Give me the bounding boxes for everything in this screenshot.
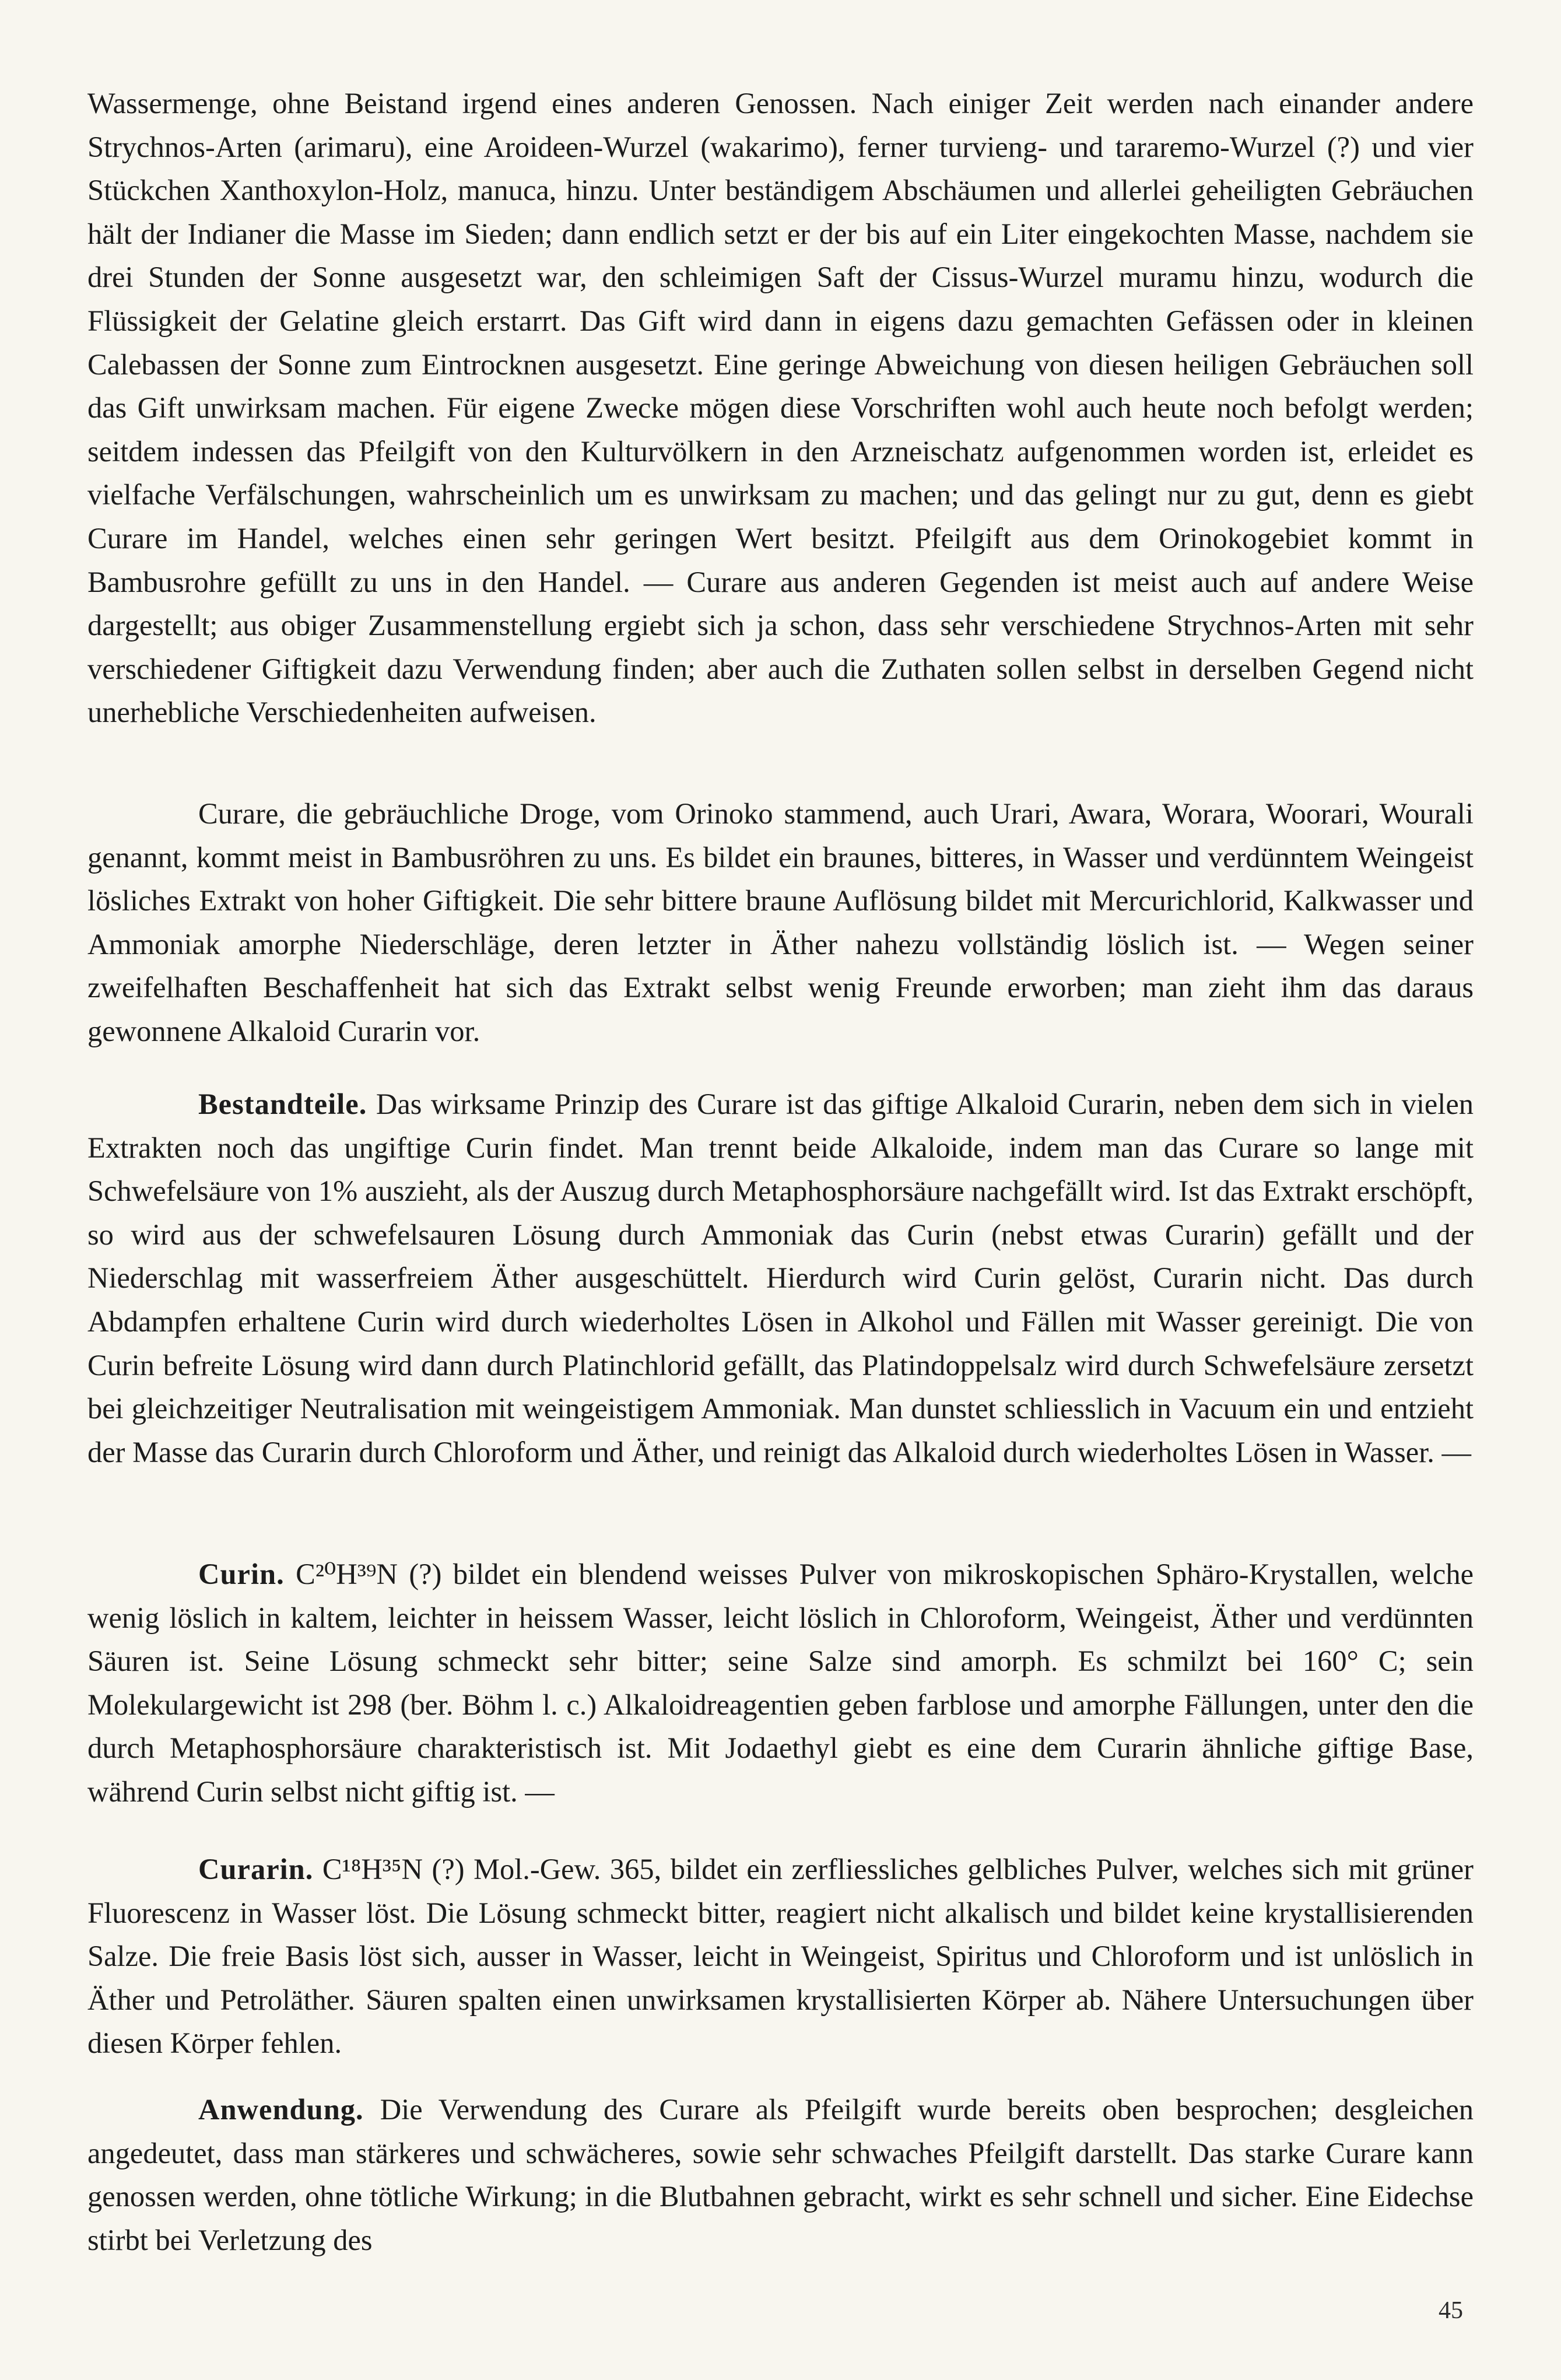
section-text: Das wirksame Prinzip des Curare ist das giftige Alkaloid Curarin, neben dem sich in vielen Extrakten noch das ungiftige Curin findet. Man trennt beide Alkaloide, indem man das Curare so lange mit Schwefelsäure von 1% auszieht, als der Auszug durch Metaphosphorsäure nachgefällt wird. Ist das Extrakt erschöpft, so wird aus der schwefelsauren Lösung durch Ammoniak das Curin (nebst etwas Curarin) gefällt und der Niederschlag mit wasserfreiem Äther ausgeschüttelt. Hierdurch wird Curin gelöst, Curarin nicht. Das durch Abdampfen erhaltene Curin wird durch wiederholtes Lösen in Alkohol und Fällen mit Wasser gereinigt. Die von Curin befreite Lösung wird dann durch Platinchlorid gefällt, das Platindoppelsalz wird durch Schwefelsäure zersetzt bei gleichzeitiger Neutralisation mit weingeistigem Ammoniak. Man dunstet schliesslich in Vacuum ein und entzieht der Masse das Curarin durch Chloroform und Äther, und reinigt das Alkaloid durch wiederholtes Lösen in Wasser. —	[87, 1088, 1474, 1468]
section-bestandteile	[87, 1082, 1474, 1474]
section-text: C¹⁸H³⁵N (?) Mol.-Gew. 365, bildet ein zerfliessliches gelbliches Pulver, welches sich mit grüner Fluorescenz in Wasser löst. Die Lösung schmeckt bitter, reagiert nicht alkalisch und bildet keine krystallisierenden Salze. Die freie Basis löst sich, ausser in Wasser, leicht in Weingeist, Spiritus und Chloroform und ist unlöslich in Äther und Petroläther. Säuren spalten einen unwirksamen krystallisierten Körper ab. Nähere Untersuchungen über diesen Körper fehlen.	[87, 1853, 1474, 2060]
section-text: Die Verwendung des Curare als Pfeilgift wurde bereits oben besprochen; desgleichen angedeutet, dass man stärkeres und schwächeres, sowie sehr schwaches Pfeilgift darstellt. Das starke Curare kann genossen werden, ohne tötliche Wirkung; in die Blutbahnen gebracht, wirkt es sehr schnell und sicher. Eine Eidechse stirbt bei Verletzung des	[87, 2093, 1474, 2256]
section-heading: Bestandteile.	[198, 1088, 367, 1120]
section-curarin	[87, 1848, 1474, 2065]
paragraph-text: Curare, die gebräuchliche Droge, vom Orinoko stammend, auch Urari, Awara, Worara, Woorari, Wourali genannt, kommt meist in Bambusröhren zu uns. Es bildet ein braunes, bitteres, in Wasser und verdünntem Weingeist lösliches Extrakt von hoher Giftigkeit. Die sehr bittere braune Auflösung bildet mit Mercurichlorid, Kalkwasser und Ammoniak amorphe Niederschläge, deren letzter in Äther nahezu vollständig löslich ist. — Wegen seiner zweifelhaften Beschaffenheit hat sich das Extrakt selbst wenig Freunde erworben; man zieht ihm das daraus gewonnene Alkaloid Curarin vor.	[87, 797, 1474, 1047]
section-anwendung	[87, 2088, 1474, 2262]
paragraph-curare	[87, 792, 1474, 1053]
page-number: 45	[1439, 2297, 1463, 2324]
paragraph-text: Wassermenge, ohne Beistand irgend eines anderen Genossen. Nach einiger Zeit werden nach einander andere Strychnos-Arten (arimaru), eine Aroideen-Wurzel (wakarimo), ferner turvieng- und tararemo-Wurzel (?) und vier Stückchen Xanthoxylon-Holz, manuca, hinzu. Unter beständigem Abschäumen und allerlei geheiligten Gebräuchen hält der Indianer die Masse im Sieden; dann endlich setzt er der bis auf ein Liter eingekochten Masse, nachdem sie drei Stunden der Sonne ausgesetzt war, den schleimigen Saft der Cissus-Wurzel muramu hinzu, wodurch die Flüssigkeit der Gelatine gleich erstarrt. Das Gift wird dann in eigens dazu gemachten Gefässen oder in kleinen Calebassen der Sonne zum Eintrocknen ausgesetzt. Eine geringe Abweichung von diesen heiligen Gebräuchen soll das Gift unwirksam machen. Für eigene Zwecke mögen diese Vorschriften wohl auch heute noch befolgt werden; seitdem indessen das Pfeilgift von den Kulturvölkern in den Arzneischatz aufgenommen worden ist, erleidet es vielfache Verfälschungen, wahrscheinlich um es unwirksam zu machen; und das gelingt nur zu gut, denn es giebt Curare im Handel, welches einen sehr geringen Wert besitzt. Pfeilgift aus dem Orinokogebiet kommt in Bambusrohre gefüllt zu uns in den Handel. — Curare aus anderen Gegenden ist meist auch auf andere Weise dargestellt; aus obiger Zusammenstellung ergiebt sich ja schon, dass sehr verschiedene Strychnos-Arten mit sehr verschiedener Giftigkeit dazu Verwendung finden; aber auch die Zuthaten sollen selbst in derselben Gegend nicht unerhebliche Verschiedenheiten aufweisen.	[87, 87, 1474, 729]
section-heading: Anwendung.	[198, 2093, 364, 2126]
section-heading: Curin.	[198, 1558, 285, 1590]
section-text: C²⁰H³⁹N (?) bildet ein blendend weisses Pulver von mikroskopischen Sphäro-Krystallen, welche wenig löslich in kaltem, leichter in heissem Wasser, leicht löslich in Chloroform, Weingeist, Äther und verdünnten Säuren ist. Seine Lösung schmeckt sehr bitter; seine Salze sind amorph. Es schmilzt bei 160° C; sein Molekulargewicht ist 298 (ber. Böhm l. c.) Alkaloidreagentien geben farblose und amorphe Fällungen, unter den die durch Metaphosphorsäure charakteristisch ist. Mit Jodaethyl giebt es eine dem Curarin ähnliche giftige Base, während Curin selbst nicht giftig ist. —	[87, 1558, 1474, 1808]
section-heading: Curarin.	[198, 1853, 314, 1885]
section-curin	[87, 1552, 1474, 1814]
paragraph-preparation	[87, 82, 1474, 734]
